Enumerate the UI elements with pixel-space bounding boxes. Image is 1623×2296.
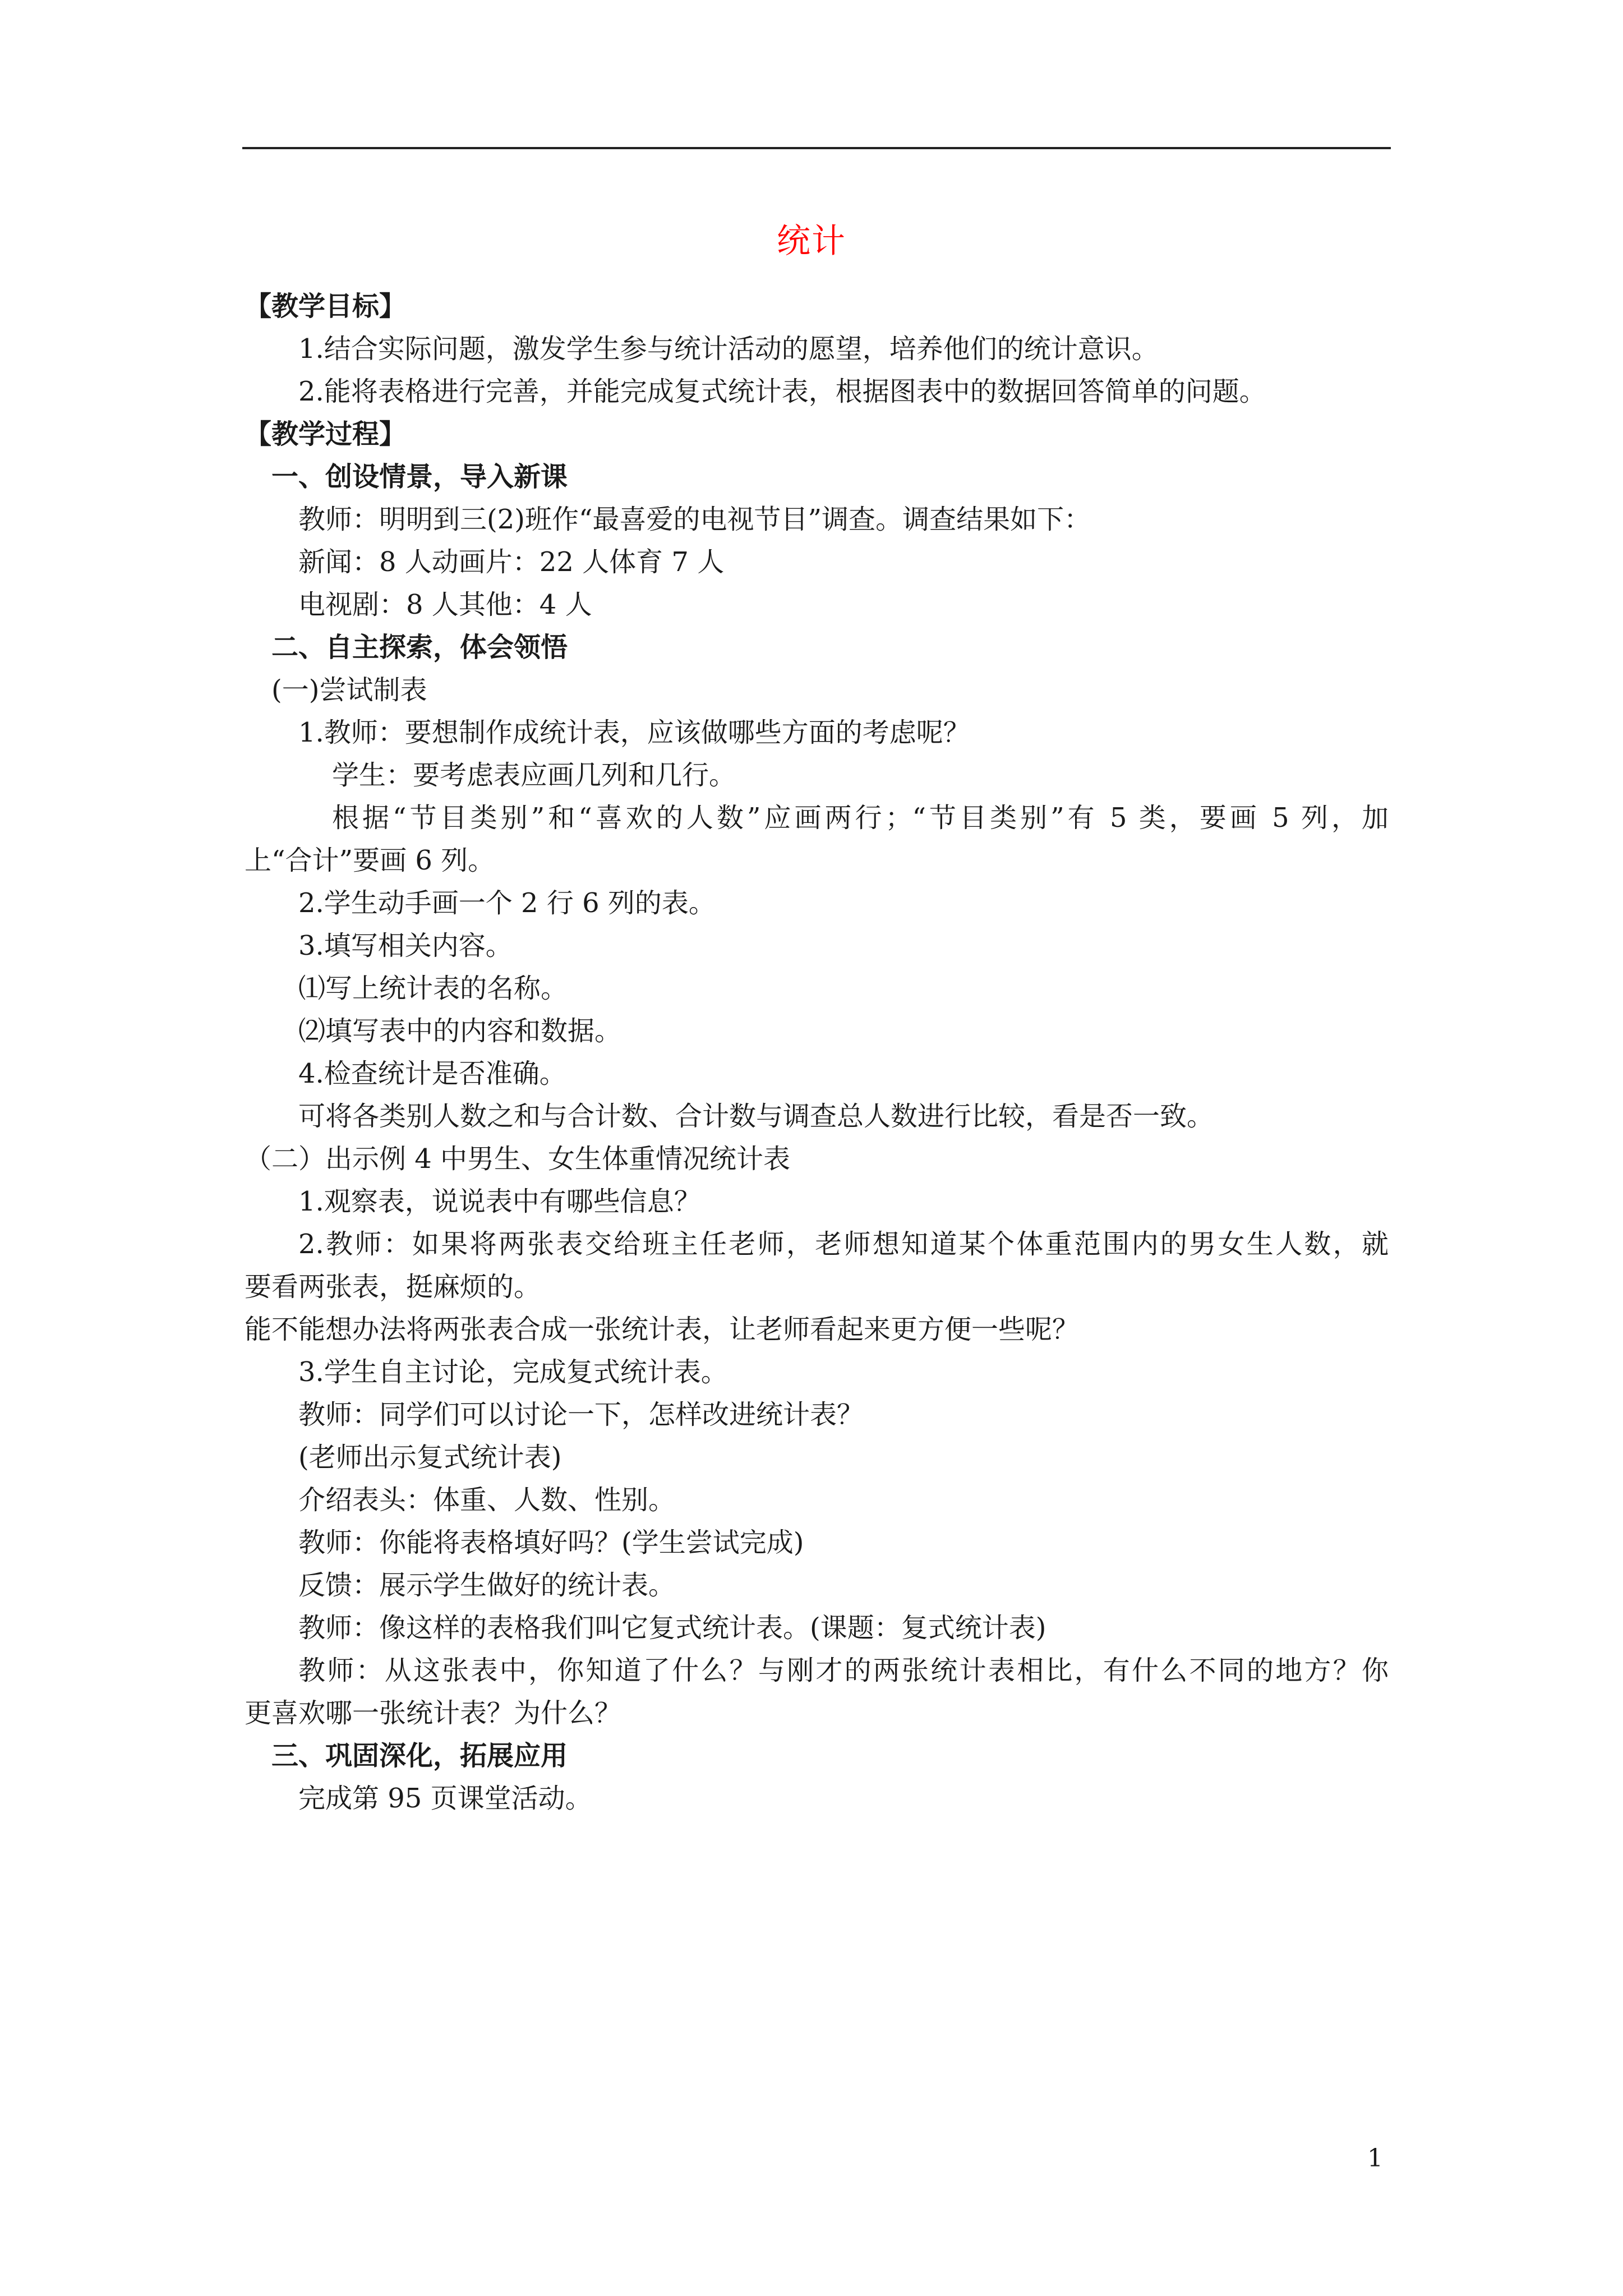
list-item: 4.检查统计是否准确。 bbox=[298, 1058, 566, 1089]
paragraph: 介绍表头：体重、人数、性别。 bbox=[298, 1484, 676, 1516]
subsection-heading: (一)尝试制表 bbox=[271, 674, 427, 706]
list-item: ⑵填写表中的内容和数据。 bbox=[298, 1015, 622, 1047]
list-item: 1.观察表，说说表中有哪些信息？ bbox=[298, 1186, 701, 1217]
part-3-heading: 三、巩固深化，拓展应用 bbox=[271, 1740, 568, 1772]
document-body bbox=[245, 285, 1389, 1820]
subsection-heading: （二）出示例 4 中男生、女生体重情况统计表 bbox=[245, 1143, 791, 1175]
paragraph: 能不能想办法将两张表合成一张统计表，让老师看起来更方便一些呢？ bbox=[245, 1314, 1080, 1345]
paragraph: 教师：明明到三(2)班作“最喜爱的电视节目”调查。调查结果如下： bbox=[298, 504, 1091, 535]
goal-1: 1.结合实际问题，激发学生参与统计活动的愿望，培养他们的统计意识。 bbox=[298, 333, 1159, 365]
paragraph: 电视剧：8 人其他：4 人 bbox=[298, 589, 592, 620]
paragraph: 可将各类别人数之和与合计数、合计数与调查总人数进行比较，看是否一致。 bbox=[298, 1101, 1214, 1132]
paragraph: 学生：要考虑表应画几列和几行。 bbox=[332, 760, 736, 791]
goal-2: 2.能将表格进行完善，并能完成复式统计表，根据图表中的数据回答简单的问题。 bbox=[298, 376, 1266, 407]
list-item: 2.学生动手画一个 2 行 6 列的表。 bbox=[298, 887, 716, 919]
goals-heading: 【教学目标】 bbox=[245, 291, 407, 322]
paragraph: 要看两张表，挺麻烦的。 bbox=[245, 1271, 541, 1303]
paragraph: 根据“节目类别”和“喜欢的人数”应画两行；“节目类别”有 5 类，要画 5 列，加 bbox=[332, 802, 1389, 834]
part-2-heading: 二、自主探索，体会领悟 bbox=[271, 632, 568, 663]
page-number: 1 bbox=[1367, 2144, 1383, 2173]
part-1-heading: 一、创设情景，导入新课 bbox=[271, 461, 568, 493]
paragraph: 反馈：展示学生做好的统计表。 bbox=[298, 1570, 676, 1601]
paragraph: 教师：同学们可以讨论一下，怎样改进统计表？ bbox=[298, 1399, 864, 1430]
header-rule bbox=[242, 147, 1391, 149]
paragraph: 教师：从这张表中，你知道了什么？与刚才的两张统计表相比，有什么不同的地方？你 bbox=[298, 1655, 1389, 1686]
list-item: 3.填写相关内容。 bbox=[298, 930, 513, 961]
list-item: 2.教师：如果将两张表交给班主任老师，老师想知道某个体重范围内的男女生人数，就 bbox=[298, 1228, 1389, 1260]
paragraph: 更喜欢哪一张统计表？为什么？ bbox=[245, 1697, 622, 1729]
list-item: 1.教师：要想制作成统计表，应该做哪些方面的考虑呢？ bbox=[298, 717, 970, 748]
paragraph: 新闻：8 人动画片：22 人体育 7 人 bbox=[298, 546, 725, 578]
list-item: ⑴写上统计表的名称。 bbox=[298, 973, 568, 1004]
process-heading: 【教学过程】 bbox=[245, 418, 407, 450]
list-item: 3.学生自主讨论，完成复式统计表。 bbox=[298, 1356, 728, 1388]
paragraph: 教师：像这样的表格我们叫它复式统计表。(课题：复式统计表) bbox=[298, 1612, 1046, 1644]
document-title: 统计 bbox=[777, 222, 846, 261]
paragraph: 完成第 95 页课堂活动。 bbox=[298, 1783, 592, 1814]
paragraph: 教师：你能将表格填好吗？(学生尝试完成) bbox=[298, 1527, 804, 1558]
paragraph: 上“合计”要画 6 列。 bbox=[245, 845, 495, 876]
paragraph: (老师出示复式统计表) bbox=[298, 1442, 562, 1473]
